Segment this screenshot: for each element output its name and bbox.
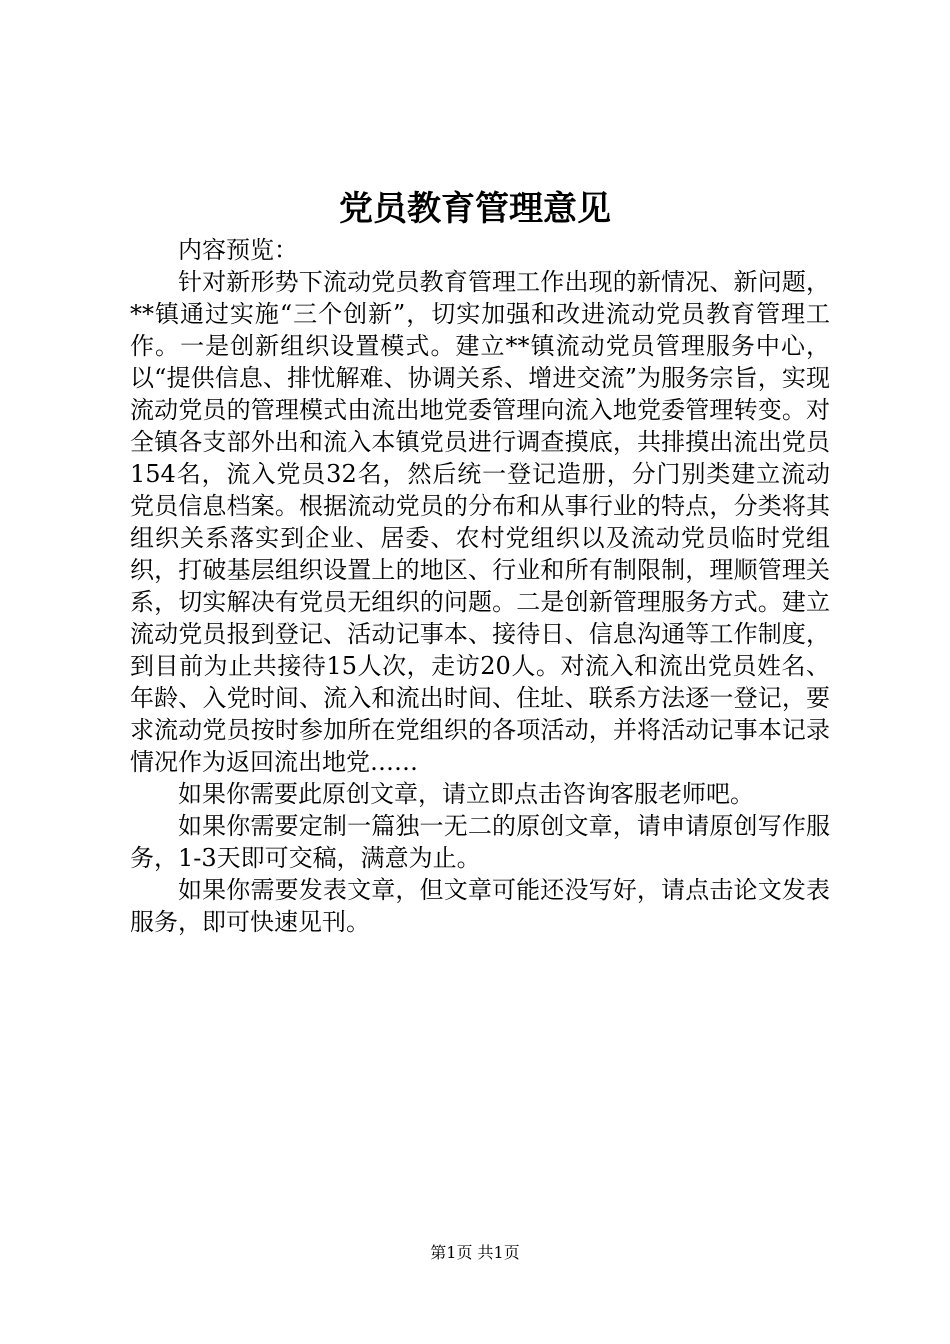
paragraph-custom-writing: 如果你需要定制一篇独一无二的原创文章，请申请原创写作服务，1-3天即可交稿，满意为止。 [130, 812, 830, 872]
paragraph-contact: 如果你需要此原创文章，请立即点击咨询客服老师吧。 [178, 780, 754, 808]
document-title: 党员教育管理意见 [339, 189, 611, 229]
paragraph-summary: 针对新形势下流动党员教育管理工作出现的新情况、新问题，**镇通过实施“三个创新”，切实加强和改进流动党员教育管理工作。一是创新组织设置模式。建立**镇流动党员管理服务中心，以“提供信息、排忧解难、协调关系、增进交流”为服务宗旨，实现流动党员的管理模式由流出地党委管理向流入地党委管理转变。对全镇各支部外出和流入本镇党员进行调查摸底，共排摸出流出党员154名，流入党员32名，然后统一登记造册，分门别类建立流动党员信息档案。根据流动党员的分布和从事行业的特点，分类将其组织关系落实到企业、居委、农村党组织以及流动党员临时党组织，打破基层组织设置上的地区、行业和所有制限制，理顺管理关系，切实解决有党员无组织的问题。二是创新管理服务方式。建立流动党员报到登记、活动记事本、接待日、信息沟通等工作制度，到目前为止共接待15人次，走访20人。对流入和流出党员姓名、年龄、入党时间、流入和流出时间、住址、联系方法逐一登记，要求流动党员按时参加所在党组织的各项活动，并将活动记事本记录情况作为返回流出地党…… [130, 268, 830, 776]
paragraph-publishing: 如果你需要发表文章，但文章可能还没写好，请点击论文发表服务，即可快速见刊。 [130, 876, 830, 936]
page-footer: 第1页 共1页 [430, 1243, 520, 1262]
document-body [130, 234, 830, 938]
preview-label: 内容预览： [178, 236, 298, 264]
